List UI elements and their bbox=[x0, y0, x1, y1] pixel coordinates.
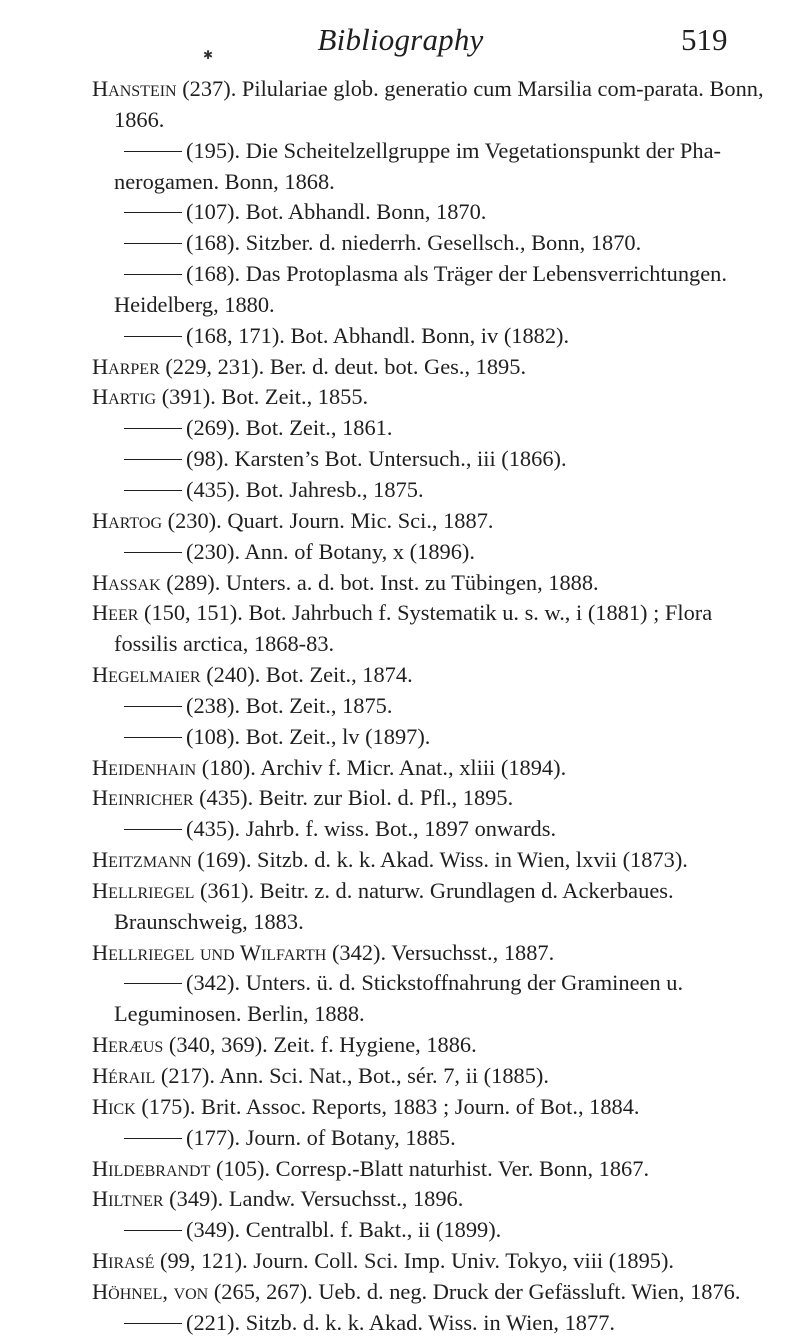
entry-author: Heidenhain bbox=[92, 754, 197, 780]
bibliography-entry bbox=[92, 1184, 772, 1215]
bibliography-entry bbox=[92, 722, 772, 753]
entry-author: Hirasé bbox=[92, 1248, 155, 1274]
entry-text: (361). Beitr. z. d. naturw. Grundlagen d. Ackerbaues. Braunschweig, 1883. bbox=[114, 877, 674, 934]
entry-text: (240). Bot. Zeit., 1874. bbox=[200, 662, 413, 688]
entry-text: (180). Archiv f. Micr. Anat., xliii (1894). bbox=[196, 754, 567, 780]
ditto-dash bbox=[124, 490, 182, 491]
entry-author: Hellriegel und Wilfarth bbox=[92, 939, 327, 965]
entry-author: Höhnel, von bbox=[92, 1278, 209, 1304]
entry-text: (108). Bot. Zeit., lv (1897). bbox=[186, 723, 431, 749]
ditto-dash bbox=[124, 1138, 182, 1139]
entry-text: (435). Bot. Jahresb., 1875. bbox=[186, 476, 424, 502]
entry-text: (175). Brit. Assoc. Reports, 1883 ; Journ. of Bot., 1884. bbox=[135, 1093, 640, 1119]
entry-text: (195). Die Scheitelzellgruppe im Vegetationspunkt der Pha-nerogamen. Bonn, 1868. bbox=[114, 137, 721, 194]
bibliography-entry bbox=[92, 660, 772, 691]
page-header bbox=[0, 4, 801, 78]
bibliography-entry bbox=[92, 1308, 772, 1339]
entry-text: (168). Sitzber. d. niederrh. Gesellsch., Bonn, 1870. bbox=[186, 230, 642, 256]
entry-text: (230). Quart. Journ. Mic. Sci., 1887. bbox=[162, 507, 494, 533]
bibliography-entry bbox=[92, 1061, 772, 1092]
ditto-dash bbox=[124, 1323, 182, 1324]
entry-text: (99, 121). Journ. Coll. Sci. Imp. Univ. Tokyo, viii (1895). bbox=[154, 1248, 675, 1274]
entry-text: (107). Bot. Abhandl. Bonn, 1870. bbox=[186, 199, 487, 225]
ditto-dash bbox=[124, 706, 182, 707]
entry-text: (105). Corresp.-Blatt naturhist. Ver. Bonn, 1867. bbox=[210, 1155, 650, 1181]
bibliography-entry bbox=[92, 444, 772, 475]
entry-author: Heræus bbox=[92, 1032, 164, 1058]
entry-text: (168). Das Protoplasma als Träger der Lebensverrichtungen. Heidelberg, 1880. bbox=[114, 261, 727, 317]
bibliography-entry bbox=[92, 938, 772, 969]
entry-author: Heinricher bbox=[92, 785, 194, 811]
entry-text: (238). Bot. Zeit., 1875. bbox=[186, 692, 393, 718]
entry-text: (349). Centralbl. f. Bakt., ii (1899). bbox=[186, 1217, 502, 1243]
bibliography-entry bbox=[92, 537, 772, 568]
entry-author: Heitzmann bbox=[92, 847, 192, 873]
entry-text: (217). Ann. Sci. Nat., Bot., sér. 7, ii (1885). bbox=[155, 1063, 549, 1088]
bibliography-entry bbox=[92, 136, 772, 198]
ditto-dash bbox=[124, 428, 182, 429]
bibliography-entry bbox=[92, 876, 772, 938]
entry-text: (391). Bot. Zeit., 1855. bbox=[156, 384, 369, 410]
bibliography-entry bbox=[92, 845, 772, 876]
entry-text: (340, 369). Zeit. f. Hygiene, 1886. bbox=[163, 1032, 477, 1058]
entry-text: (177). Journ. of Botany, 1885. bbox=[186, 1124, 456, 1150]
bibliography-entry bbox=[92, 783, 772, 814]
bibliography-entry bbox=[92, 691, 772, 722]
entry-text: (435). Jahrb. f. wiss. Bot., 1897 onwards. bbox=[186, 816, 557, 842]
ditto-dash bbox=[124, 737, 182, 738]
page-number: 519 bbox=[681, 22, 728, 57]
entry-author: Harper bbox=[92, 353, 160, 379]
entry-author: Hegelmaier bbox=[92, 662, 201, 688]
ditto-dash bbox=[124, 274, 182, 275]
entry-text: (150, 151). Bot. Jahrbuch f. Systematik u. s. w., i (1881) ; Flora fossilis arctica, 1868-83. bbox=[114, 600, 713, 657]
entry-text: (98). Karsten’s Bot. Untersuch., iii (1866). bbox=[186, 446, 567, 472]
bibliography-entry bbox=[92, 1277, 772, 1308]
bibliography-entry bbox=[92, 259, 772, 321]
bibliography-entry bbox=[92, 74, 772, 136]
bibliography-entry bbox=[92, 1123, 772, 1154]
bibliography-entry bbox=[92, 382, 772, 413]
bibliography-entry bbox=[92, 814, 772, 845]
ditto-dash bbox=[124, 552, 182, 553]
ditto-dash bbox=[124, 212, 182, 213]
bibliography-entry bbox=[92, 1215, 772, 1246]
bibliography-entry bbox=[92, 352, 772, 383]
entry-author: Hellriegel bbox=[92, 877, 195, 903]
entry-text: (230). Ann. of Botany, x (1896). bbox=[186, 538, 475, 564]
ditto-dash bbox=[124, 459, 182, 460]
bibliography-entry bbox=[92, 413, 772, 444]
bibliography-entry bbox=[92, 598, 772, 660]
bibliography-entry bbox=[92, 475, 772, 506]
entry-text: (269). Bot. Zeit., 1861. bbox=[186, 415, 393, 441]
entry-text: (265, 267). Ueb. d. neg. Druck der Gefässluft. Wien, 1876. bbox=[208, 1278, 741, 1304]
page-marker: ✱ bbox=[203, 48, 214, 62]
entry-author: Hildebrandt bbox=[92, 1155, 211, 1181]
ditto-dash bbox=[124, 983, 182, 984]
ditto-dash bbox=[124, 1230, 182, 1231]
bibliography-entry bbox=[92, 197, 772, 228]
ditto-dash bbox=[124, 336, 182, 337]
entry-text: (221). Sitzb. d. k. k. Akad. Wiss. in Wien, 1877. bbox=[186, 1309, 615, 1335]
bibliography-list bbox=[92, 74, 772, 1339]
ditto-dash bbox=[124, 829, 182, 830]
entry-author: Hassak bbox=[92, 569, 161, 595]
entry-author: Hiltner bbox=[92, 1186, 164, 1212]
entry-author: Hick bbox=[92, 1093, 136, 1119]
entry-author: Hartog bbox=[92, 507, 163, 533]
entry-text: (237). Pilulariae glob. generatio cum Marsilia com-parata. Bonn, 1866. bbox=[114, 76, 764, 132]
bibliography-entry bbox=[92, 228, 772, 259]
entry-text: (289). Unters. a. d. bot. Inst. zu Tübingen, 1888. bbox=[160, 569, 599, 595]
entry-text: (168, 171). Bot. Abhandl. Bonn, iv (1882). bbox=[186, 322, 570, 348]
entry-text: (435). Beitr. zur Biol. d. Pfl., 1895. bbox=[193, 785, 514, 811]
entry-author: Hanstein bbox=[92, 76, 177, 101]
bibliography-entry bbox=[92, 1154, 772, 1185]
ditto-dash bbox=[124, 151, 182, 152]
entry-author: Hérail bbox=[92, 1063, 156, 1088]
entry-author: Hartig bbox=[92, 384, 157, 410]
bibliography-entry bbox=[92, 1246, 772, 1277]
entry-author: Heer bbox=[92, 600, 139, 626]
entry-text: (229, 231). Ber. d. deut. bot. Ges., 1895. bbox=[159, 353, 527, 379]
bibliography-entry bbox=[92, 506, 772, 537]
bibliography-entry bbox=[92, 568, 772, 599]
bibliography-entry bbox=[92, 1092, 772, 1123]
bibliography-entry bbox=[92, 1030, 772, 1061]
entry-text: (342). Versuchsst., 1887. bbox=[326, 939, 555, 965]
entry-text: (349). Landw. Versuchsst., 1896. bbox=[163, 1186, 464, 1212]
bibliography-entry bbox=[92, 753, 772, 784]
running-title: Bibliography bbox=[317, 22, 484, 57]
entry-text: (169). Sitzb. d. k. k. Akad. Wiss. in Wien, lxvii (1873). bbox=[191, 847, 688, 873]
entry-text: (342). Unters. ü. d. Stickstoffnahrung der Gramineen u. Leguminosen. Berlin, 1888. bbox=[114, 970, 684, 1027]
ditto-dash bbox=[124, 243, 182, 244]
bibliography-entry bbox=[92, 968, 772, 1030]
bibliography-entry bbox=[92, 321, 772, 352]
